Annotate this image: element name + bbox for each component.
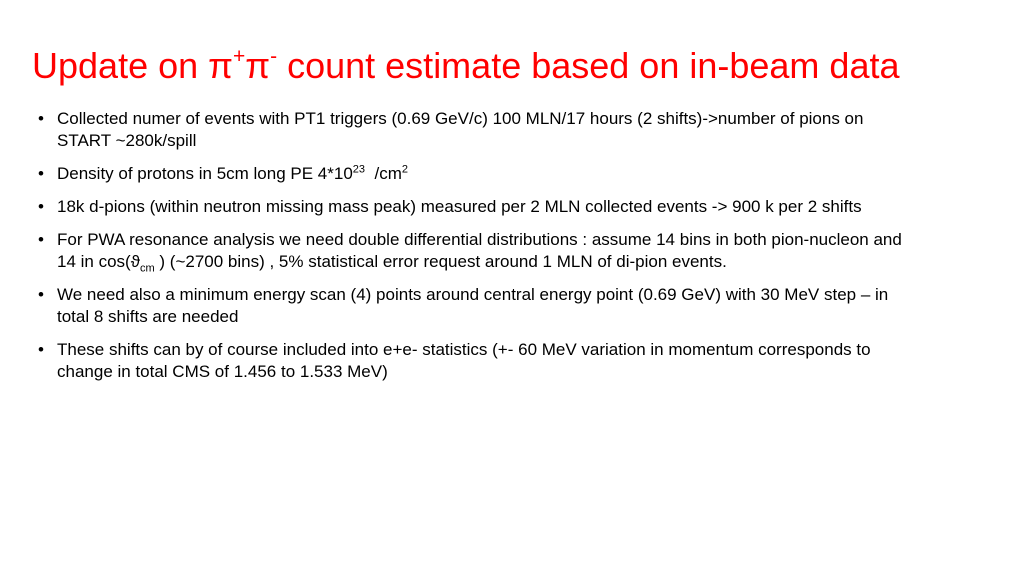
bullet-text: We need also a minimum energy scan (4) points around central energy point (0.69 GeV) with 30 MeV step – in total 8 shifts are needed [57, 285, 889, 326]
bullet-text: 18k d-pions (within neutron missing mass peak) measured per 2 MLN collected events -> 900 k per 2 shifts [57, 197, 862, 216]
bullet-dot: • [38, 197, 44, 216]
exponent: 2 [401, 163, 408, 176]
exponent: 23 [352, 163, 366, 176]
title-superscript-plus: + [232, 45, 246, 68]
bullet-item [36, 284, 916, 328]
bullet-text: Density of protons in 5cm long PE 4*10 [57, 164, 353, 183]
bullet-dot: • [38, 164, 44, 183]
slide-title [32, 40, 1002, 92]
bullet-text: /cm [365, 164, 402, 183]
title-prefix: Update on π [32, 45, 233, 86]
title-suffix: count estimate based on in-beam data [277, 45, 900, 86]
title-pi: π [245, 45, 271, 86]
bullet-item [36, 163, 916, 185]
bullet-dot: • [38, 285, 44, 304]
subscript: cm [140, 262, 155, 275]
bullet-list [36, 108, 916, 394]
bullet-dot: • [38, 230, 44, 249]
title-superscript-minus: - [270, 45, 278, 68]
bullet-text: For PWA resonance analysis we need double differential distributions : assume 14 bins in both pion-nucleon and 14 in cos(ϑ [57, 230, 902, 271]
bullet-item [36, 339, 916, 383]
bullet-dot: • [38, 340, 44, 359]
bullet-item [36, 196, 916, 218]
bullet-text: These shifts can by of course included into e+e- statistics (+- 60 MeV variation in momentum corresponds to change in total CMS of 1.456 to 1.533 MeV) [57, 340, 871, 381]
bullet-text: Collected numer of events with PT1 triggers (0.69 GeV/c) 100 MLN/17 hours (2 shifts)->number of pions on START ~280k/spill [57, 109, 864, 150]
bullet-dot: • [38, 109, 44, 128]
bullet-text: ) (~2700 bins) , 5% statistical error request around 1 MLN of di-pion events. [154, 252, 727, 271]
bullet-item [36, 108, 916, 152]
bullet-item [36, 229, 916, 273]
